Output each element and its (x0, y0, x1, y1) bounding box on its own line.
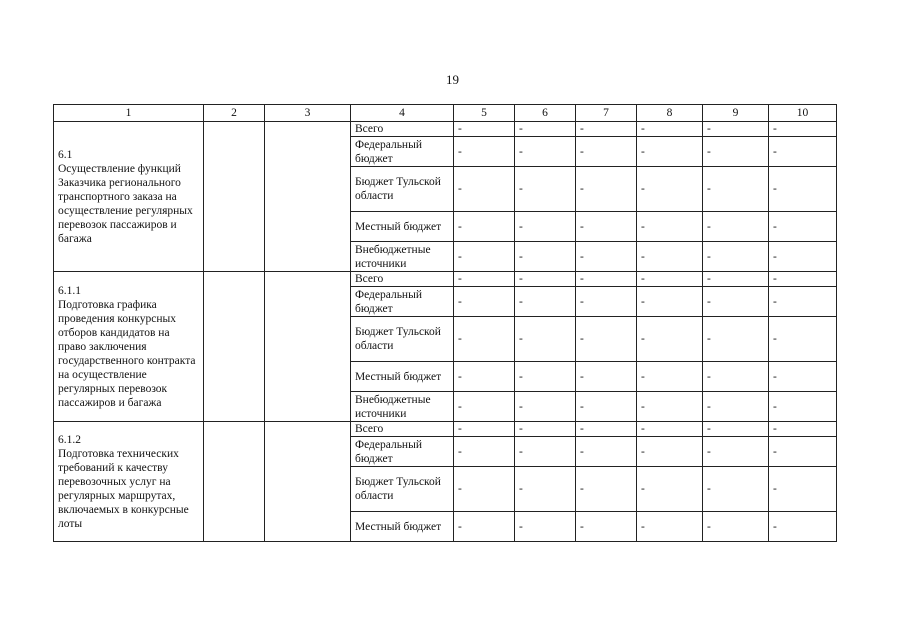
value-cell: - (769, 392, 837, 422)
value-cell: - (515, 242, 576, 272)
value-cell: - (769, 437, 837, 467)
value-cell: - (515, 212, 576, 242)
value-cell: - (637, 167, 703, 212)
value-cell: - (454, 167, 515, 212)
value-cell: - (637, 392, 703, 422)
funding-source: Федеральный бюджет (351, 137, 454, 167)
value-cell: - (637, 467, 703, 512)
value-cell: - (637, 272, 703, 287)
value-cell: - (769, 317, 837, 362)
value-cell: - (515, 317, 576, 362)
value-cell: - (515, 287, 576, 317)
task-number: 6.1 (58, 148, 73, 161)
funding-source: Всего (351, 272, 454, 287)
column-2-cell (204, 422, 265, 542)
value-cell: - (703, 317, 769, 362)
value-cell: - (769, 272, 837, 287)
value-cell: - (576, 122, 637, 137)
value-cell: - (576, 437, 637, 467)
value-cell: - (515, 272, 576, 287)
funding-source: Всего (351, 422, 454, 437)
value-cell: - (637, 437, 703, 467)
value-cell: - (703, 212, 769, 242)
column-2-cell (204, 272, 265, 422)
funding-source: Бюджет Тульской области (351, 167, 454, 212)
value-cell: - (769, 467, 837, 512)
value-cell: - (515, 137, 576, 167)
funding-source: Федеральный бюджет (351, 437, 454, 467)
value-cell: - (576, 272, 637, 287)
value-cell: - (454, 512, 515, 542)
value-cell: - (454, 392, 515, 422)
task-cell (54, 122, 204, 272)
value-cell: - (703, 467, 769, 512)
funding-source: Федеральный бюджет (351, 287, 454, 317)
value-cell: - (703, 167, 769, 212)
column-header: 7 (576, 105, 637, 122)
funding-source: Бюджет Тульской области (351, 467, 454, 512)
value-cell: - (515, 167, 576, 212)
value-cell: - (576, 317, 637, 362)
value-cell: - (454, 437, 515, 467)
value-cell: - (769, 362, 837, 392)
column-header: 1 (54, 105, 204, 122)
funding-source: Местный бюджет (351, 212, 454, 242)
value-cell: - (703, 422, 769, 437)
value-cell: - (703, 122, 769, 137)
value-cell: - (769, 167, 837, 212)
value-cell: - (515, 392, 576, 422)
column-3-cell (265, 272, 351, 422)
value-cell: - (769, 122, 837, 137)
value-cell: - (769, 242, 837, 272)
value-cell: - (703, 287, 769, 317)
value-cell: - (576, 167, 637, 212)
value-cell: - (576, 287, 637, 317)
value-cell: - (454, 422, 515, 437)
table-row (54, 122, 837, 137)
value-cell: - (703, 272, 769, 287)
table-row (54, 422, 837, 437)
value-cell: - (637, 122, 703, 137)
column-header: 4 (351, 105, 454, 122)
value-cell: - (576, 467, 637, 512)
value-cell: - (769, 512, 837, 542)
column-header: 10 (769, 105, 837, 122)
value-cell: - (769, 287, 837, 317)
value-cell: - (454, 137, 515, 167)
value-cell: - (515, 437, 576, 467)
column-3-cell (265, 122, 351, 272)
value-cell: - (515, 422, 576, 437)
value-cell: - (454, 317, 515, 362)
column-2-cell (204, 122, 265, 272)
value-cell: - (637, 422, 703, 437)
table-row (54, 272, 837, 287)
funding-source: Внебюджетные источники (351, 242, 454, 272)
task-cell (54, 272, 204, 422)
column-header: 2 (204, 105, 265, 122)
value-cell: - (515, 122, 576, 137)
value-cell: - (769, 137, 837, 167)
value-cell: - (703, 392, 769, 422)
value-cell: - (515, 512, 576, 542)
column-header: 9 (703, 105, 769, 122)
table-body (54, 122, 837, 542)
value-cell: - (637, 287, 703, 317)
funding-source: Местный бюджет (351, 512, 454, 542)
value-cell: - (637, 242, 703, 272)
value-cell: - (769, 422, 837, 437)
task-number: 6.1.1 (58, 284, 81, 297)
value-cell: - (454, 212, 515, 242)
value-cell: - (703, 362, 769, 392)
value-cell: - (637, 212, 703, 242)
value-cell: - (515, 362, 576, 392)
task-cell (54, 422, 204, 542)
value-cell: - (637, 362, 703, 392)
value-cell: - (454, 242, 515, 272)
value-cell: - (454, 122, 515, 137)
value-cell: - (454, 362, 515, 392)
task-title: Подготовка технических требований к качеству перевозочных услуг на регулярных маршрутах, включаемых в конкурсные лоты (58, 447, 189, 530)
funding-source: Бюджет Тульской области (351, 317, 454, 362)
value-cell: - (454, 287, 515, 317)
page-number: 19 (446, 72, 459, 87)
value-cell: - (515, 467, 576, 512)
value-cell: - (637, 137, 703, 167)
funding-source: Внебюджетные источники (351, 392, 454, 422)
value-cell: - (576, 212, 637, 242)
value-cell: - (576, 137, 637, 167)
column-header: 5 (454, 105, 515, 122)
value-cell: - (703, 437, 769, 467)
value-cell: - (576, 512, 637, 542)
value-cell: - (703, 137, 769, 167)
column-3-cell (265, 422, 351, 542)
header-row (54, 105, 837, 122)
value-cell: - (703, 242, 769, 272)
task-title: Подготовка графика проведения конкурсных отборов кандидатов на право заключения государственного контракта на осуществление регулярных перевозок пассажиров и багажа (58, 298, 196, 409)
value-cell: - (454, 272, 515, 287)
value-cell: - (454, 467, 515, 512)
task-number: 6.1.2 (58, 433, 81, 446)
column-header: 3 (265, 105, 351, 122)
value-cell: - (576, 422, 637, 437)
column-header: 6 (515, 105, 576, 122)
column-header: 8 (637, 105, 703, 122)
value-cell: - (576, 362, 637, 392)
value-cell: - (769, 212, 837, 242)
value-cell: - (637, 317, 703, 362)
value-cell: - (576, 392, 637, 422)
funding-source: Местный бюджет (351, 362, 454, 392)
budget-table (53, 104, 837, 542)
task-title: Осуществление функций Заказчика регионального транспортного заказа на осуществление регулярных перевозок пассажиров и багажа (58, 162, 193, 245)
funding-source: Всего (351, 122, 454, 137)
value-cell: - (576, 242, 637, 272)
value-cell: - (637, 512, 703, 542)
value-cell: - (703, 512, 769, 542)
